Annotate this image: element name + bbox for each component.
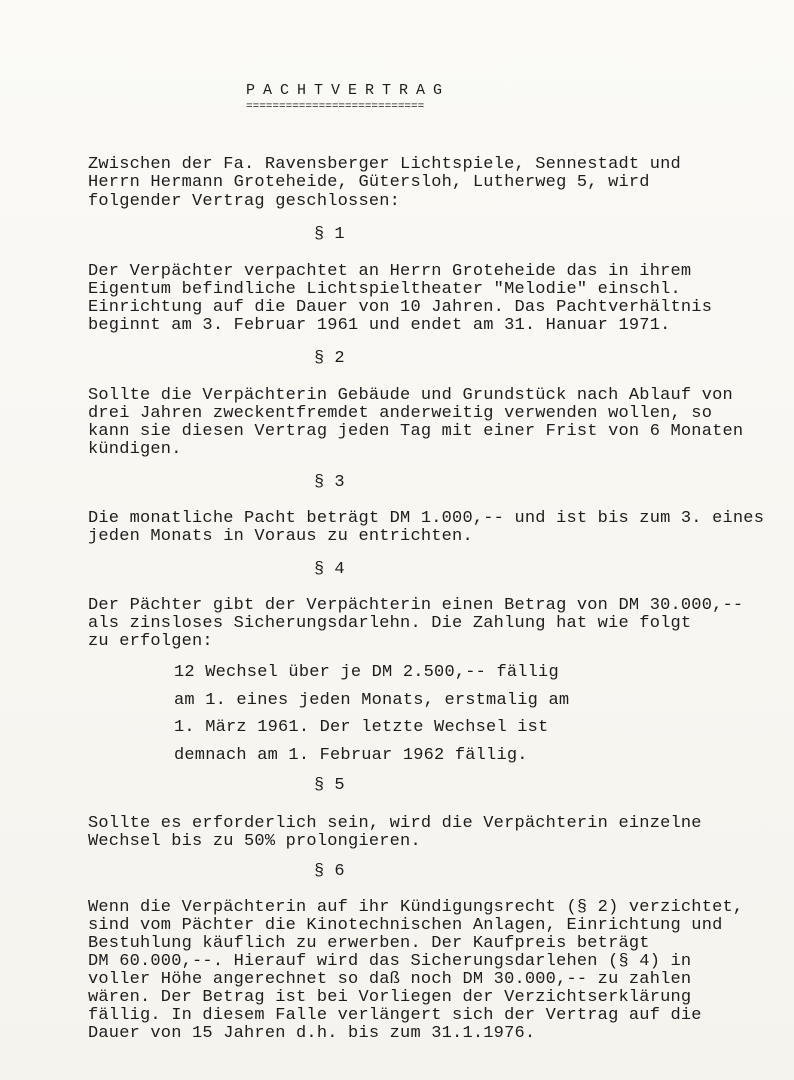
section-4-line-1: Der Pächter gibt der Verpächterin einen Betrag von DM 30.000,-- <box>88 596 744 615</box>
section-6-line-2: sind vom Pächter die Kinotechnischen Anlagen, Einrichtung und <box>88 916 723 935</box>
section-heading-5: § 5 <box>314 776 345 795</box>
document-title: PACHTVERTRAG <box>246 82 451 99</box>
intro-line-3: folgender Vertrag geschlossen: <box>88 192 401 211</box>
section-heading-6: § 6 <box>314 862 345 881</box>
section-3-line-2: jeden Monats in Voraus zu entrichten. <box>88 527 473 546</box>
section-2-line-3: kann sie diesen Vertrag jeden Tag mit einer Frist von 6 Monaten <box>88 422 744 441</box>
section-6-line-4: DM 60.000,--. Hierauf wird das Sicherungsdarlehen (§ 4) in <box>88 952 692 971</box>
section-2-line-1: Sollte die Verpächterin Gebäude und Grundstück nach Ablauf von <box>88 386 733 405</box>
payment-line-1: 12 Wechsel über je DM 2.500,-- fällig <box>174 663 559 682</box>
section-4-line-2: als zinsloses Sicherungsdarlehn. Die Zahlung hat wie folgt <box>88 614 692 633</box>
section-6-line-6: wären. Der Betrag ist bei Vorliegen der Verzichtserklärung <box>88 988 692 1007</box>
section-heading-4: § 4 <box>314 560 345 579</box>
section-2-line-2: drei Jahren zweckentfremdet anderweitig verwenden wollen, so <box>88 404 713 423</box>
section-5-line-2: Wechsel bis zu 50% prolongieren. <box>88 832 421 851</box>
payment-line-3: 1. März 1961. Der letzte Wechsel ist <box>174 718 549 737</box>
section-heading-3: § 3 <box>314 473 345 492</box>
intro-line-2: Herrn Hermann Groteheide, Gütersloh, Lutherweg 5, wird <box>88 173 650 192</box>
section-6-line-7: fällig. In diesem Falle verlängert sich der Vertrag auf die <box>88 1006 702 1025</box>
section-3-line-1: Die monatliche Pacht beträgt DM 1.000,-- und ist bis zum 3. eines <box>88 509 765 528</box>
section-heading-2: § 2 <box>314 349 345 368</box>
section-2-line-4: kündigen. <box>88 440 182 459</box>
section-heading-1: § 1 <box>314 225 345 244</box>
section-1-line-4: beginnt am 3. Februar 1961 und endet am 31. Hanuar 1971. <box>88 316 671 335</box>
section-1-line-2: Eigentum befindliche Lichtspieltheater "Melodie" einschl. <box>88 280 681 299</box>
section-4-line-3: zu erfolgen: <box>88 632 213 651</box>
payment-line-4: demnach am 1. Februar 1962 fällig. <box>174 746 528 765</box>
payment-line-2: am 1. eines jeden Monats, erstmalig am <box>174 691 570 710</box>
section-1-line-1: Der Verpächter verpachtet an Herrn Groteheide das in ihrem <box>88 262 692 281</box>
section-1-line-3: Einrichtung auf die Dauer von 10 Jahren. Das Pachtverhältnis <box>88 298 713 317</box>
section-5-line-1: Sollte es erforderlich sein, wird die Verpächterin einzelne <box>88 814 702 833</box>
section-6-line-5: voller Höhe angerechnet so daß noch DM 30.000,-- zu zahlen <box>88 970 692 989</box>
section-6-line-3: Bestuhlung käuflich zu erwerben. Der Kaufpreis beträgt <box>88 934 650 953</box>
section-6-line-8: Dauer von 15 Jahren d.h. bis zum 31.1.1976. <box>88 1024 536 1043</box>
intro-line-1: Zwischen der Fa. Ravensberger Lichtspiele, Sennestadt und <box>88 155 681 174</box>
section-6-line-1: Wenn die Verpächterin auf ihr Kündigungsrecht (§ 2) verzichtet, <box>88 898 744 917</box>
title-underline: =========================== <box>246 101 425 113</box>
